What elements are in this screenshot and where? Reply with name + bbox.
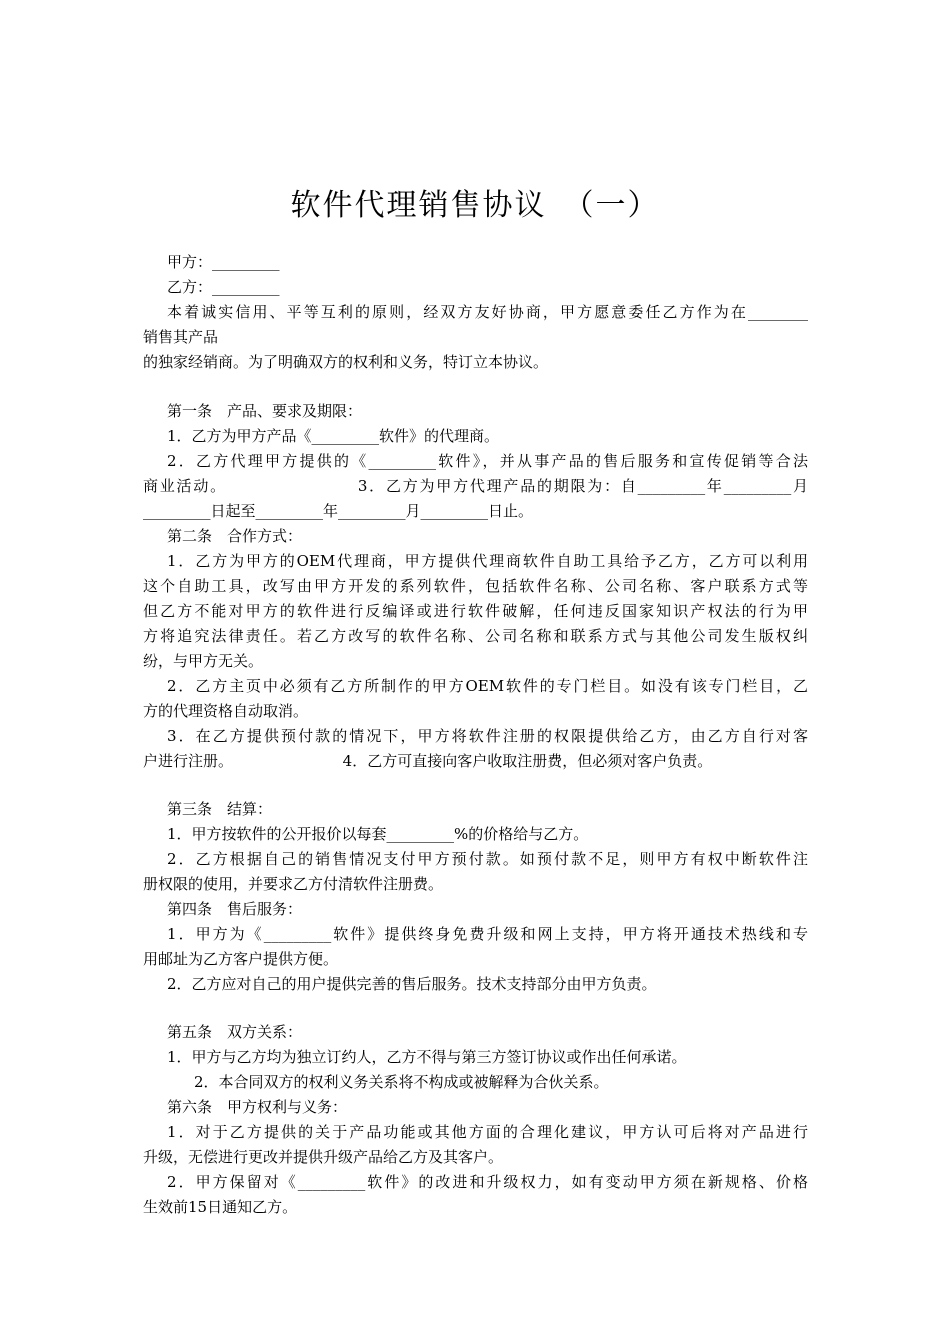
clause-line: 方的代理资格自动取消。 [143, 702, 309, 720]
clause-line: 但乙方不能对甲方的软件进行反编译或进行软件破解，任何违反国家知识产权法的行为甲 [143, 602, 808, 620]
clause-line: 1．对于乙方提供的关于产品功能或其他方面的合理化建议，甲方认可后将对产品进行 [167, 1123, 808, 1141]
clause-line: 3．在乙方提供预付款的情况下，甲方将软件注册的权限提供给乙方，由乙方自行对客 [167, 727, 808, 745]
clause-line: 2．甲方保留对《_________软件》的改进和升级权力，如有变动甲方须在新规格、价格 [167, 1173, 808, 1191]
article-heading: 第六条 甲方权利与义务： [167, 1098, 348, 1116]
clause-line: 方将追究法律责任。若乙方改写的软件名称、公司名称和联系方式与其他公司发生版权纠 [143, 627, 808, 645]
clause-line: 1．乙方为甲方的OEM代理商，甲方提供代理商软件自助工具给予乙方，乙方可以利用 [167, 552, 808, 570]
clause-line: 用邮址为乙方客户提供方便。 [143, 950, 339, 968]
clause-line: 升级，无偿进行更改并提供升级产品给乙方及其客户。 [143, 1148, 504, 1166]
article-heading: 第二条 合作方式： [167, 527, 303, 545]
clause-line: 生效前15日通知乙方。 [143, 1198, 298, 1216]
preamble-line: 的独家经销商。为了明确双方的权利和义务，特订立本协议。 [143, 353, 549, 371]
clause-line: 2．乙方主页中必须有乙方所制作的甲方OEM软件的专门栏目。如没有该专门栏目，乙 [167, 677, 808, 695]
document-title: 软件代理销售协议 （一） [290, 188, 660, 223]
clause-line: 2．乙方代理甲方提供的《_________软件》，并从事产品的售后服务和宣传促销等合法 [167, 452, 808, 470]
clause-line: 户进行注册。 4．乙方可直接向客户收取注册费，但必须对客户负责。 [143, 752, 713, 770]
party-a-line: 甲方：_________ [167, 253, 280, 271]
article-heading: 第三条 结算： [167, 800, 273, 818]
clause-line: _________日起至_________年_________月_________日止。 [143, 502, 534, 520]
clause-line: 册权限的使用，并要求乙方付清软件注册费。 [143, 875, 444, 893]
clause-line: 2．乙方根据自己的销售情况支付甲方预付款。如预付款不足，则甲方有权中断软件注 [167, 850, 808, 868]
clause-line: 1．乙方为甲方产品《_________软件》的代理商。 [167, 427, 500, 445]
article-heading: 第一条 产品、要求及期限： [167, 402, 363, 420]
article-heading: 第五条 双方关系： [167, 1023, 303, 1041]
clause-line: 1．甲方与乙方均为独立订约人，乙方不得与第三方签订协议或作出任何承诺。 [167, 1048, 687, 1066]
clause-line: 纷，与甲方无关。 [143, 652, 264, 670]
clause-line: 2．乙方应对自己的用户提供完善的售后服务。技术支持部分由甲方负责。 [167, 975, 657, 993]
clause-line: 1．甲方为《_________软件》提供终身免费升级和网上支持，甲方将开通技术热线和专 [167, 925, 808, 943]
clause-line: 2．本合同双方的权利义务关系将不构成或被解释为合伙关系。 [194, 1073, 609, 1091]
preamble-line: 本着诚实信用、平等互利的原则，经双方友好协商，甲方愿意委任乙方作为在________ [167, 303, 808, 321]
preamble-line: 销售其产品 [143, 328, 219, 346]
article-heading: 第四条 售后服务： [167, 900, 303, 918]
clause-line: 这个自助工具，改写由甲方开发的系列软件，包括软件名称、公司名称、客户联系方式等 [143, 577, 808, 595]
clause-line: 1．甲方按软件的公开报价以每套_________%的价格给与乙方。 [167, 825, 589, 843]
clause-line: 商业活动。 3．乙方为甲方代理产品的期限为：自_________年_________月 [143, 477, 808, 495]
party-b-line: 乙方：_________ [167, 278, 280, 296]
